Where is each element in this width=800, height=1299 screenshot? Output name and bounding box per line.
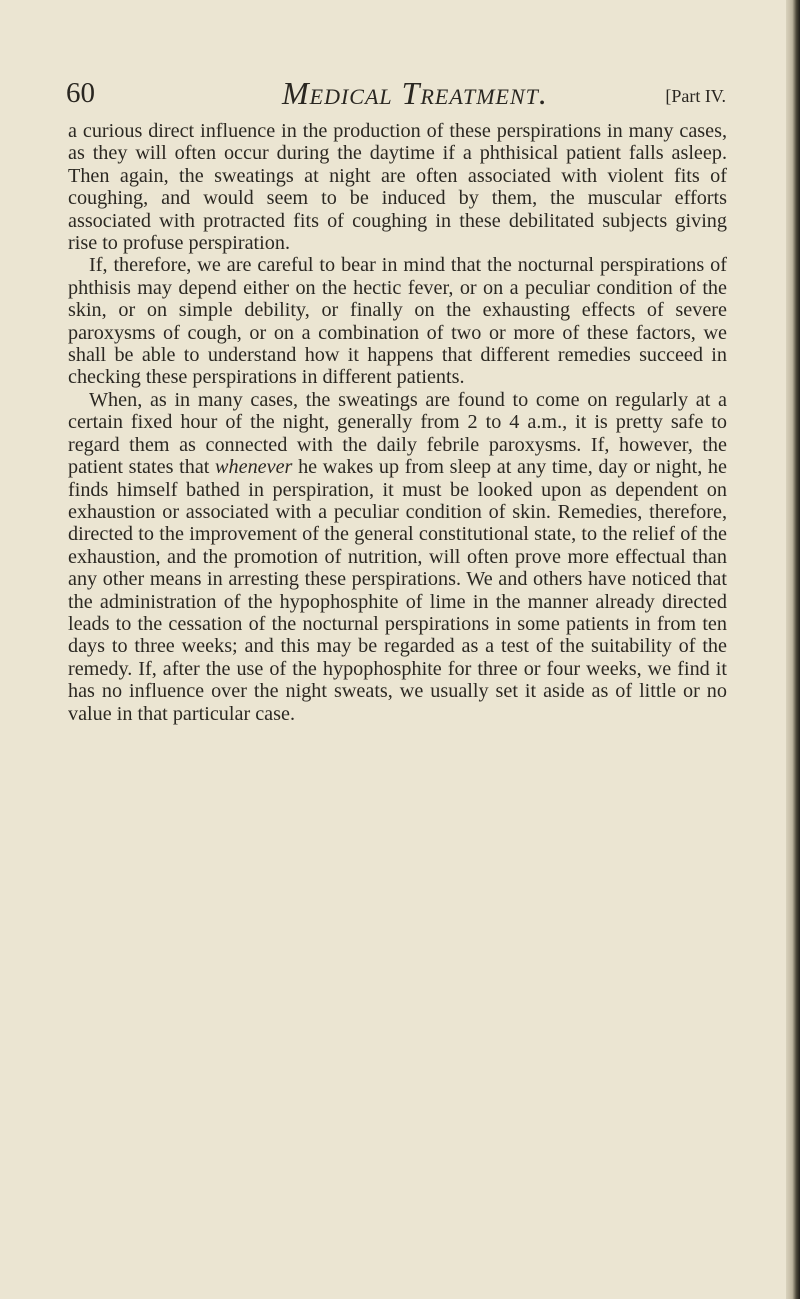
paragraph-2: If, therefore, we are careful to bear in mind that the nocturnal perspirations of phthisis may depend either on the hectic fever, or on a peculiar condition of the skin, or on simple debility, or finally on the exhausting effects of severe paroxysms of cough, or on a combination of two or more of these factors, we shall be able to understand how it happens that different remedies succeed in checking these perspirations in different patients.	[68, 254, 727, 389]
part-label: [Part IV.	[665, 86, 726, 106]
paragraph-3-text-start: When, as in many cases, the sweatings are found to come on regularly at a certain fixed hour of the night, generally from 2 to 4 a.m., it is pretty safe to regard them as connected with the daily febrile paroxysms. If, however, the patient states that	[68, 388, 727, 479]
paragraph-3	[68, 389, 727, 725]
paragraph-1: a curious direct influence in the production of these perspirations in many cases, as they will often occur during the daytime if a phthisical patient falls asleep. Then again, the sweatings at night are often associated with violent fits of coughing, and would seem to be induced by them, the muscular efforts associated with protracted fits of coughing in these debilitated subjects giving rise to profuse perspiration.	[68, 120, 727, 255]
running-title: Medical Treatment.	[282, 75, 548, 111]
page-header	[66, 76, 726, 120]
page-number: 60	[66, 77, 95, 109]
page-edge-shadow	[786, 0, 800, 1299]
body-text	[68, 120, 727, 725]
paragraph-3-text-end: he wakes up from sleep at any time, day or night, he finds himself bathed in perspiration, it must be looked upon as dependent on exhaustion or associated with a peculiar condition of skin. Remedies, therefore, directed to the improvement of the general constitutional state, to the relief of the exhaustion, and the promotion of nutrition, will often prove more effectual than any other means in arresting these perspirations. We and others have noticed that the administration of the hypophosphite of lime in the manner already directed leads to the cessation of the nocturnal perspirations in some patients in from ten days to three weeks; and this may be regarded as a test of the suitability of the remedy. If, after the use of the hypophosphite for three or four weeks, we find it has no influence over the night sweats, we usually set it aside as of little or no value in that particular case.	[68, 456, 727, 725]
emphasis-whenever: whenever	[215, 456, 293, 479]
